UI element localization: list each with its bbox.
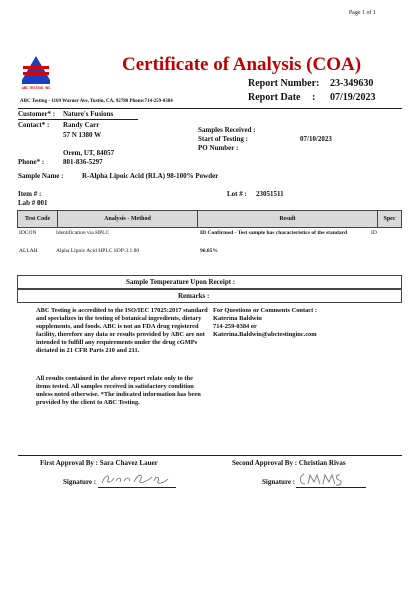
first-signature-label: Signature : — [63, 478, 97, 486]
lab-address: ABC Testing - 1169 Warner Ave, Tustin, CA, 92780 Phone:714-259-0384 — [20, 99, 173, 104]
row1-spec: ID — [371, 230, 377, 236]
divider — [18, 119, 138, 120]
phone-value: 801-836-5297 — [63, 158, 103, 166]
contact-name: Randy Carr — [63, 121, 100, 129]
sample-name-label: Sample Name : — [18, 172, 64, 180]
qa-contact-email: Katerina.Baldwin@abctestinginc.com — [213, 331, 317, 338]
svg-text:ABC TESTING, INC: ABC TESTING, INC — [21, 86, 51, 90]
first-signature-line — [98, 487, 176, 488]
report-number-label: Report Number: — [248, 78, 320, 89]
qa-contact-name: Katerina Baldwin — [213, 315, 262, 322]
row2-test-code: ALLAH — [19, 248, 38, 254]
lot-number-value: 23051511 — [256, 190, 284, 198]
results-table — [17, 210, 402, 228]
report-date-label: Report Date — [248, 92, 301, 103]
page-number: Page 1 of 1 — [348, 10, 376, 16]
divider — [18, 455, 402, 456]
temperature-label: Sample Temperature Upon Receipt : — [126, 278, 236, 286]
second-signature-line — [296, 487, 366, 488]
qa-contact-phone: 714-259-0384 or — [213, 323, 257, 330]
lot-number-label: Lot # : — [227, 190, 247, 198]
header-result: Result — [198, 211, 378, 228]
second-signature-label: Signature : — [262, 478, 296, 486]
lab-number-value: 001 — [37, 199, 48, 207]
customer-label: Customer* : — [18, 110, 56, 118]
item-number-label: Item # : — [18, 190, 42, 198]
row1-test-code: IDCON — [19, 230, 37, 236]
report-number-value: 23-349630 — [330, 78, 374, 89]
sample-name-value: R-Alpha Lipoic Acid (RLA) 98-100% Powder — [82, 172, 219, 180]
lab-number-label: Lab # : — [18, 199, 40, 207]
report-date-colon: : — [312, 92, 316, 103]
header-spec: Spec — [378, 211, 402, 228]
contact-address-line2: Orem, UT, 84057 — [63, 149, 115, 157]
samples-received-label: Samples Received : — [198, 126, 256, 134]
start-testing-label: Start of Testing : — [198, 135, 248, 143]
document-title: Certificate of Analysis (COA) — [122, 54, 362, 75]
first-approval-label: First Approval By : Sara Chavez Lauer — [40, 459, 158, 467]
start-testing-value: 07/10/2023 — [300, 135, 332, 143]
phone-label: Phone* : — [18, 158, 45, 166]
row2-result: 96.05% — [200, 248, 218, 254]
results-disclaimer-text: All results contained in the above report relate only to the items tested. All samples received in satisfactory condition unless noted otherwise. *The indicated information has been provided by the client to ABC Testing. — [36, 375, 201, 406]
contact-address-line1: 57 N 1380 W — [63, 131, 102, 139]
contact-label: Contact* : — [18, 121, 50, 129]
accreditation-text: ABC Testing is accredited to the ISO/IEC 17025:2017 standard and specializes in the testing of botanical ingredients, dietary supplements, and foods. ABC is not an FDA drug registered facility, therefore any data or results provided by ABC are not intended to fulfill any requirements under the drug cGMPs dictated in 21 CFR Parts 210 and 211. — [36, 307, 208, 354]
contact-heading: For Questions or Comments Contact : — [213, 307, 317, 314]
divider — [18, 108, 402, 109]
row1-method: Identification via HPLC — [56, 230, 110, 236]
remarks-label: Remarks : — [178, 292, 210, 300]
po-number-label: PO Number : — [198, 144, 239, 152]
first-signature — [100, 471, 170, 487]
header-test-code: Test Code — [18, 211, 58, 228]
header-analysis-method: Analysis - Method — [58, 211, 198, 228]
table-header-row — [18, 211, 402, 228]
row1-result: ID Confirmed - Test sample has characteristics of the standard — [200, 230, 348, 236]
row2-method: Alpha Lipoic Acid HPLC SOP:3.1.80 — [56, 248, 140, 254]
second-signature — [298, 470, 344, 488]
abc-testing-logo — [20, 54, 52, 92]
remarks-box — [17, 289, 402, 303]
customer-value: Nature's Fusions — [63, 110, 114, 118]
second-approval-label: Second Approval By : Christian Rivas — [232, 459, 346, 467]
report-date-value: 07/19/2023 — [330, 92, 376, 103]
